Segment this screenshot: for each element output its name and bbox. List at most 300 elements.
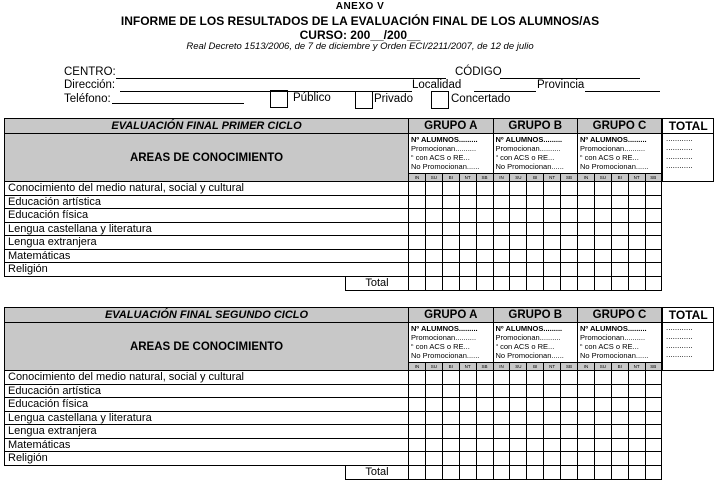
grade-code-sb: SB — [645, 363, 662, 371]
grade-cell[interactable] — [611, 209, 628, 223]
grade-cell[interactable] — [459, 222, 476, 236]
grade-cell[interactable] — [578, 411, 595, 425]
total-cell[interactable] — [561, 465, 578, 479]
area-name: Conocimiento del medio natural, social y cultural — [5, 182, 409, 196]
area-name: Conocimiento del medio natural, social y cultural — [5, 371, 409, 385]
grade-cell[interactable] — [409, 195, 426, 209]
grade-cell[interactable] — [578, 371, 595, 385]
grade-cell[interactable] — [476, 236, 493, 250]
localidad-label: Localidad — [412, 79, 462, 91]
total-cell[interactable] — [442, 465, 459, 479]
grade-cell[interactable] — [476, 222, 493, 236]
grade-cell[interactable] — [645, 371, 662, 385]
grade-cell[interactable] — [442, 411, 459, 425]
grade-cell[interactable] — [527, 209, 544, 223]
grade-cell[interactable] — [611, 398, 628, 412]
total-cell[interactable] — [527, 465, 544, 479]
grade-cell[interactable] — [594, 425, 611, 439]
grade-cell[interactable] — [645, 195, 662, 209]
grade-cell[interactable] — [594, 209, 611, 223]
grade-cell[interactable] — [442, 452, 459, 466]
grade-cell[interactable] — [510, 195, 527, 209]
grade-cell[interactable] — [578, 398, 595, 412]
grade-cell[interactable] — [578, 438, 595, 452]
grade-cell[interactable] — [578, 222, 595, 236]
grade-cell[interactable] — [645, 249, 662, 263]
concertado-label: Concertado — [451, 93, 511, 105]
grade-cell[interactable] — [527, 371, 544, 385]
grade-code-sb: SB — [561, 363, 578, 371]
grade-cell[interactable] — [510, 263, 527, 277]
grade-cell[interactable] — [493, 398, 510, 412]
grade-cell[interactable] — [425, 236, 442, 250]
total-cell[interactable] — [594, 276, 611, 290]
grade-cell[interactable] — [425, 263, 442, 277]
group-info-line: Nº ALUMNOS......... — [495, 324, 563, 333]
total-dots: ............ — [665, 332, 693, 341]
privado-label: Privado — [374, 93, 413, 105]
grade-cell[interactable] — [476, 249, 493, 263]
grade-cell[interactable] — [544, 263, 561, 277]
grade-cell[interactable] — [578, 249, 595, 263]
grade-cell[interactable] — [645, 398, 662, 412]
grade-code-nt: NT — [459, 363, 476, 371]
grade-cell[interactable] — [409, 222, 426, 236]
grade-cell[interactable] — [527, 384, 544, 398]
grade-cell[interactable] — [425, 384, 442, 398]
grade-cell[interactable] — [544, 452, 561, 466]
centro-field[interactable] — [116, 66, 446, 79]
grade-cell[interactable] — [493, 425, 510, 439]
grade-cell[interactable] — [561, 398, 578, 412]
group-info-line: “ con ACS o RE... — [495, 153, 555, 162]
grade-cell[interactable] — [442, 249, 459, 263]
grade-cell[interactable] — [561, 438, 578, 452]
grade-cell[interactable] — [544, 236, 561, 250]
group-info-line: “ con ACS o RE... — [495, 342, 555, 351]
group-info-line: “ con ACS o RE... — [580, 153, 639, 162]
grade-cell[interactable] — [561, 209, 578, 223]
localidad-field[interactable] — [474, 79, 536, 92]
grade-cell[interactable] — [611, 195, 628, 209]
group-info — [409, 323, 493, 363]
grade-cell[interactable] — [442, 371, 459, 385]
total-cell[interactable] — [476, 276, 493, 290]
grade-code-sb: SB — [645, 174, 662, 182]
total-cell[interactable] — [425, 276, 442, 290]
total-cell[interactable] — [510, 465, 527, 479]
grade-cell[interactable] — [594, 263, 611, 277]
table-title: EVALUACIÓN FINAL SEGUNDO CICLO — [5, 308, 409, 323]
grade-cell[interactable] — [442, 222, 459, 236]
grade-cell[interactable] — [425, 452, 442, 466]
grade-cell[interactable] — [578, 425, 595, 439]
total-cell[interactable] — [510, 276, 527, 290]
grade-cell[interactable] — [476, 425, 493, 439]
grade-cell[interactable] — [459, 195, 476, 209]
grade-cell[interactable] — [425, 249, 442, 263]
grade-cell[interactable] — [594, 236, 611, 250]
total-cell[interactable] — [611, 276, 628, 290]
grade-cell[interactable] — [510, 249, 527, 263]
grade-cell[interactable] — [459, 438, 476, 452]
grade-cell[interactable] — [628, 182, 645, 196]
grade-code-sb: SB — [476, 363, 493, 371]
grade-cell[interactable] — [561, 384, 578, 398]
grade-cell[interactable] — [594, 452, 611, 466]
grade-cell[interactable] — [425, 425, 442, 439]
grade-cell[interactable] — [510, 411, 527, 425]
grade-cell[interactable] — [628, 371, 645, 385]
grade-cell[interactable] — [476, 411, 493, 425]
grade-cell[interactable] — [425, 398, 442, 412]
centro-label: CENTRO: — [64, 66, 116, 78]
grade-code-sb: SB — [476, 174, 493, 182]
grade-cell[interactable] — [628, 195, 645, 209]
group-info-line: Promocionan.......... — [495, 144, 561, 153]
grade-cell[interactable] — [561, 411, 578, 425]
grade-cell[interactable] — [544, 182, 561, 196]
grade-cell[interactable] — [611, 384, 628, 398]
total-cell[interactable] — [459, 465, 476, 479]
grade-cell[interactable] — [527, 398, 544, 412]
group-info — [578, 134, 662, 174]
grade-cell[interactable] — [510, 452, 527, 466]
grade-cell[interactable] — [544, 249, 561, 263]
grade-cell[interactable] — [459, 411, 476, 425]
grade-cell[interactable] — [409, 425, 426, 439]
grade-cell[interactable] — [578, 236, 595, 250]
grade-cell[interactable] — [476, 438, 493, 452]
grade-cell[interactable] — [628, 209, 645, 223]
grade-cell[interactable] — [578, 452, 595, 466]
grade-cell[interactable] — [561, 425, 578, 439]
grade-cell[interactable] — [611, 222, 628, 236]
group-info-line: Promocionan.......... — [411, 144, 477, 153]
grade-cell[interactable] — [611, 236, 628, 250]
grade-cell[interactable] — [442, 209, 459, 223]
grade-cell[interactable] — [527, 195, 544, 209]
areas-header: AREAS DE CONOCIMIENTO — [5, 134, 409, 182]
grade-cell[interactable] — [442, 425, 459, 439]
grade-cell[interactable] — [493, 371, 510, 385]
grade-code-in: IN — [409, 363, 426, 371]
grade-cell[interactable] — [611, 263, 628, 277]
grade-cell[interactable] — [493, 236, 510, 250]
grade-cell[interactable] — [476, 182, 493, 196]
grade-cell[interactable] — [645, 182, 662, 196]
publico-checkbox[interactable] — [270, 90, 288, 108]
grade-cell[interactable] — [493, 209, 510, 223]
grade-cell[interactable] — [628, 425, 645, 439]
grade-cell[interactable] — [409, 182, 426, 196]
grade-cell[interactable] — [628, 263, 645, 277]
total-cell[interactable] — [527, 276, 544, 290]
grade-cell[interactable] — [578, 195, 595, 209]
grade-cell[interactable] — [442, 236, 459, 250]
grade-cell[interactable] — [442, 398, 459, 412]
grade-cell[interactable] — [442, 263, 459, 277]
grade-cell[interactable] — [409, 249, 426, 263]
total-cell[interactable] — [459, 276, 476, 290]
grade-cell[interactable] — [645, 209, 662, 223]
grade-code-bi: BI — [527, 174, 544, 182]
area-name: Lengua castellana y literatura — [5, 411, 409, 425]
grade-cell[interactable] — [442, 438, 459, 452]
grade-code-su: SU — [425, 363, 442, 371]
grade-cell[interactable] — [527, 263, 544, 277]
grade-cell[interactable] — [611, 425, 628, 439]
grade-cell[interactable] — [459, 384, 476, 398]
grade-code-su: SU — [425, 174, 442, 182]
privado-checkbox[interactable] — [355, 91, 373, 109]
provincia-field[interactable] — [585, 79, 660, 92]
grade-cell[interactable] — [628, 249, 645, 263]
grade-cell[interactable] — [645, 425, 662, 439]
group-header-3: GRUPO C — [578, 308, 662, 323]
grade-cell[interactable] — [611, 438, 628, 452]
group-info-line: No Promocionan...... — [495, 162, 564, 171]
group-info — [493, 323, 578, 363]
grade-cell[interactable] — [527, 182, 544, 196]
grade-cell[interactable] — [628, 384, 645, 398]
grade-cell[interactable] — [493, 452, 510, 466]
grade-cell[interactable] — [493, 263, 510, 277]
total-cell[interactable] — [645, 276, 662, 290]
total-cell[interactable] — [442, 276, 459, 290]
grade-cell[interactable] — [459, 249, 476, 263]
grade-cell[interactable] — [544, 425, 561, 439]
grade-cell[interactable] — [544, 384, 561, 398]
grade-cell[interactable] — [561, 182, 578, 196]
grade-cell[interactable] — [544, 371, 561, 385]
total-dots: ............ — [665, 341, 693, 350]
grade-cell[interactable] — [425, 438, 442, 452]
grade-cell[interactable] — [459, 452, 476, 466]
publico-label: Público — [293, 92, 331, 104]
total-cell[interactable] — [594, 465, 611, 479]
grade-cell[interactable] — [442, 384, 459, 398]
grade-cell[interactable] — [544, 438, 561, 452]
grade-cell[interactable] — [510, 398, 527, 412]
grade-cell[interactable] — [561, 195, 578, 209]
grade-cell[interactable] — [527, 425, 544, 439]
grade-cell[interactable] — [628, 411, 645, 425]
grade-cell[interactable] — [628, 222, 645, 236]
grade-cell[interactable] — [527, 236, 544, 250]
grade-cell[interactable] — [527, 438, 544, 452]
grade-cell[interactable] — [645, 236, 662, 250]
grade-cell[interactable] — [628, 438, 645, 452]
grade-cell[interactable] — [611, 452, 628, 466]
grade-cell[interactable] — [594, 182, 611, 196]
grade-cell[interactable] — [510, 209, 527, 223]
grade-cell[interactable] — [409, 438, 426, 452]
grade-cell[interactable] — [628, 236, 645, 250]
grade-cell[interactable] — [510, 236, 527, 250]
grade-cell[interactable] — [645, 384, 662, 398]
area-name: Educación física — [5, 398, 409, 412]
grade-cell[interactable] — [628, 452, 645, 466]
grade-cell[interactable] — [425, 411, 442, 425]
grade-cell[interactable] — [459, 425, 476, 439]
grade-cell[interactable] — [527, 222, 544, 236]
grade-cell[interactable] — [645, 411, 662, 425]
area-name: Educación física — [5, 209, 409, 223]
grade-cell[interactable] — [459, 263, 476, 277]
grade-code-sb: SB — [561, 174, 578, 182]
grade-cell[interactable] — [594, 222, 611, 236]
grade-cell[interactable] — [476, 371, 493, 385]
grade-cell[interactable] — [459, 209, 476, 223]
grade-cell[interactable] — [645, 438, 662, 452]
grade-cell[interactable] — [645, 452, 662, 466]
grade-cell[interactable] — [409, 452, 426, 466]
grade-cell[interactable] — [611, 182, 628, 196]
grade-cell[interactable] — [594, 371, 611, 385]
grade-cell[interactable] — [493, 182, 510, 196]
provincia-label: Provincia — [537, 79, 585, 91]
group-info-line: Nº ALUMNOS......... — [580, 324, 647, 333]
grade-cell[interactable] — [561, 249, 578, 263]
grade-cell[interactable] — [476, 452, 493, 466]
total-dots: ............ — [665, 152, 693, 161]
group-info-line: Promocionan.......... — [580, 144, 646, 153]
grade-cell[interactable] — [459, 398, 476, 412]
grade-cell[interactable] — [544, 222, 561, 236]
grade-cell[interactable] — [442, 195, 459, 209]
group-info-line: No Promocionan...... — [411, 351, 480, 360]
grade-cell[interactable] — [527, 249, 544, 263]
grade-cell[interactable] — [425, 222, 442, 236]
grade-cell[interactable] — [409, 371, 426, 385]
grade-cell[interactable] — [527, 452, 544, 466]
grade-cell[interactable] — [476, 209, 493, 223]
grade-cell[interactable] — [476, 384, 493, 398]
grade-cell[interactable] — [578, 263, 595, 277]
total-cell[interactable] — [409, 465, 426, 479]
grade-cell[interactable] — [425, 195, 442, 209]
grade-cell[interactable] — [561, 236, 578, 250]
grade-cell[interactable] — [493, 411, 510, 425]
total-cell[interactable] — [628, 465, 645, 479]
grade-cell[interactable] — [594, 249, 611, 263]
total-cell[interactable] — [409, 276, 426, 290]
grade-cell[interactable] — [510, 384, 527, 398]
grade-cell[interactable] — [510, 425, 527, 439]
total-cell[interactable] — [544, 276, 561, 290]
group-info-line: Nº ALUMNOS......... — [495, 135, 563, 144]
total-cell[interactable] — [578, 276, 595, 290]
grade-cell[interactable] — [425, 182, 442, 196]
total-cell[interactable] — [578, 465, 595, 479]
grade-cell[interactable] — [409, 411, 426, 425]
grade-cell[interactable] — [425, 209, 442, 223]
grade-cell[interactable] — [459, 182, 476, 196]
grade-cell[interactable] — [594, 411, 611, 425]
grade-cell[interactable] — [409, 236, 426, 250]
group-info-line: “ con ACS o RE... — [580, 342, 639, 351]
grade-cell[interactable] — [561, 222, 578, 236]
grade-cell[interactable] — [476, 195, 493, 209]
grade-cell[interactable] — [578, 384, 595, 398]
total-label: Total — [346, 465, 409, 479]
grade-cell[interactable] — [611, 249, 628, 263]
grade-cell[interactable] — [493, 438, 510, 452]
grade-cell[interactable] — [425, 371, 442, 385]
grade-cell[interactable] — [493, 195, 510, 209]
grade-cell[interactable] — [544, 209, 561, 223]
grade-cell[interactable] — [628, 398, 645, 412]
grade-cell[interactable] — [493, 222, 510, 236]
telefono-field[interactable] — [112, 91, 244, 104]
grade-cell[interactable] — [594, 438, 611, 452]
grade-cell[interactable] — [645, 222, 662, 236]
grade-cell[interactable] — [409, 263, 426, 277]
grade-cell[interactable] — [561, 371, 578, 385]
grade-cell[interactable] — [409, 209, 426, 223]
grade-cell[interactable] — [459, 371, 476, 385]
total-cell[interactable] — [628, 276, 645, 290]
grade-cell[interactable] — [527, 411, 544, 425]
grade-cell[interactable] — [493, 249, 510, 263]
grade-cell[interactable] — [409, 384, 426, 398]
total-cell[interactable] — [645, 465, 662, 479]
grade-cell[interactable] — [510, 438, 527, 452]
grade-cell[interactable] — [409, 398, 426, 412]
grade-cell[interactable] — [561, 263, 578, 277]
grade-cell[interactable] — [510, 222, 527, 236]
grade-cell[interactable] — [544, 398, 561, 412]
grade-cell[interactable] — [645, 263, 662, 277]
total-cell[interactable] — [476, 465, 493, 479]
total-header: TOTAL — [662, 308, 714, 323]
grade-cell[interactable] — [578, 182, 595, 196]
grade-cell[interactable] — [476, 398, 493, 412]
grade-code-in: IN — [578, 174, 595, 182]
grade-cell[interactable] — [594, 195, 611, 209]
grade-cell[interactable] — [510, 182, 527, 196]
grade-cell[interactable] — [459, 236, 476, 250]
grade-cell[interactable] — [578, 209, 595, 223]
table-row — [5, 236, 714, 250]
total-cell[interactable] — [561, 276, 578, 290]
total-cell[interactable] — [493, 465, 510, 479]
grade-cell[interactable] — [544, 411, 561, 425]
total-cell[interactable] — [493, 276, 510, 290]
codigo-field[interactable] — [500, 66, 640, 79]
grade-cell[interactable] — [442, 182, 459, 196]
grade-cell[interactable] — [594, 384, 611, 398]
grade-cell[interactable] — [544, 195, 561, 209]
grade-cell[interactable] — [594, 398, 611, 412]
total-cell[interactable] — [611, 465, 628, 479]
grade-cell[interactable] — [611, 411, 628, 425]
grade-cell[interactable] — [493, 384, 510, 398]
area-name: Matemáticas — [5, 438, 409, 452]
group-info-line: No Promocionan...... — [411, 162, 480, 171]
grade-cell[interactable] — [561, 452, 578, 466]
grade-code-su: SU — [594, 174, 611, 182]
grade-cell[interactable] — [611, 371, 628, 385]
grade-code-su: SU — [510, 174, 527, 182]
grade-cell[interactable] — [510, 371, 527, 385]
grade-cell[interactable] — [476, 263, 493, 277]
total-cell[interactable] — [544, 465, 561, 479]
total-cell[interactable] — [425, 465, 442, 479]
concertado-checkbox[interactable] — [431, 91, 449, 109]
table-row — [5, 182, 714, 196]
